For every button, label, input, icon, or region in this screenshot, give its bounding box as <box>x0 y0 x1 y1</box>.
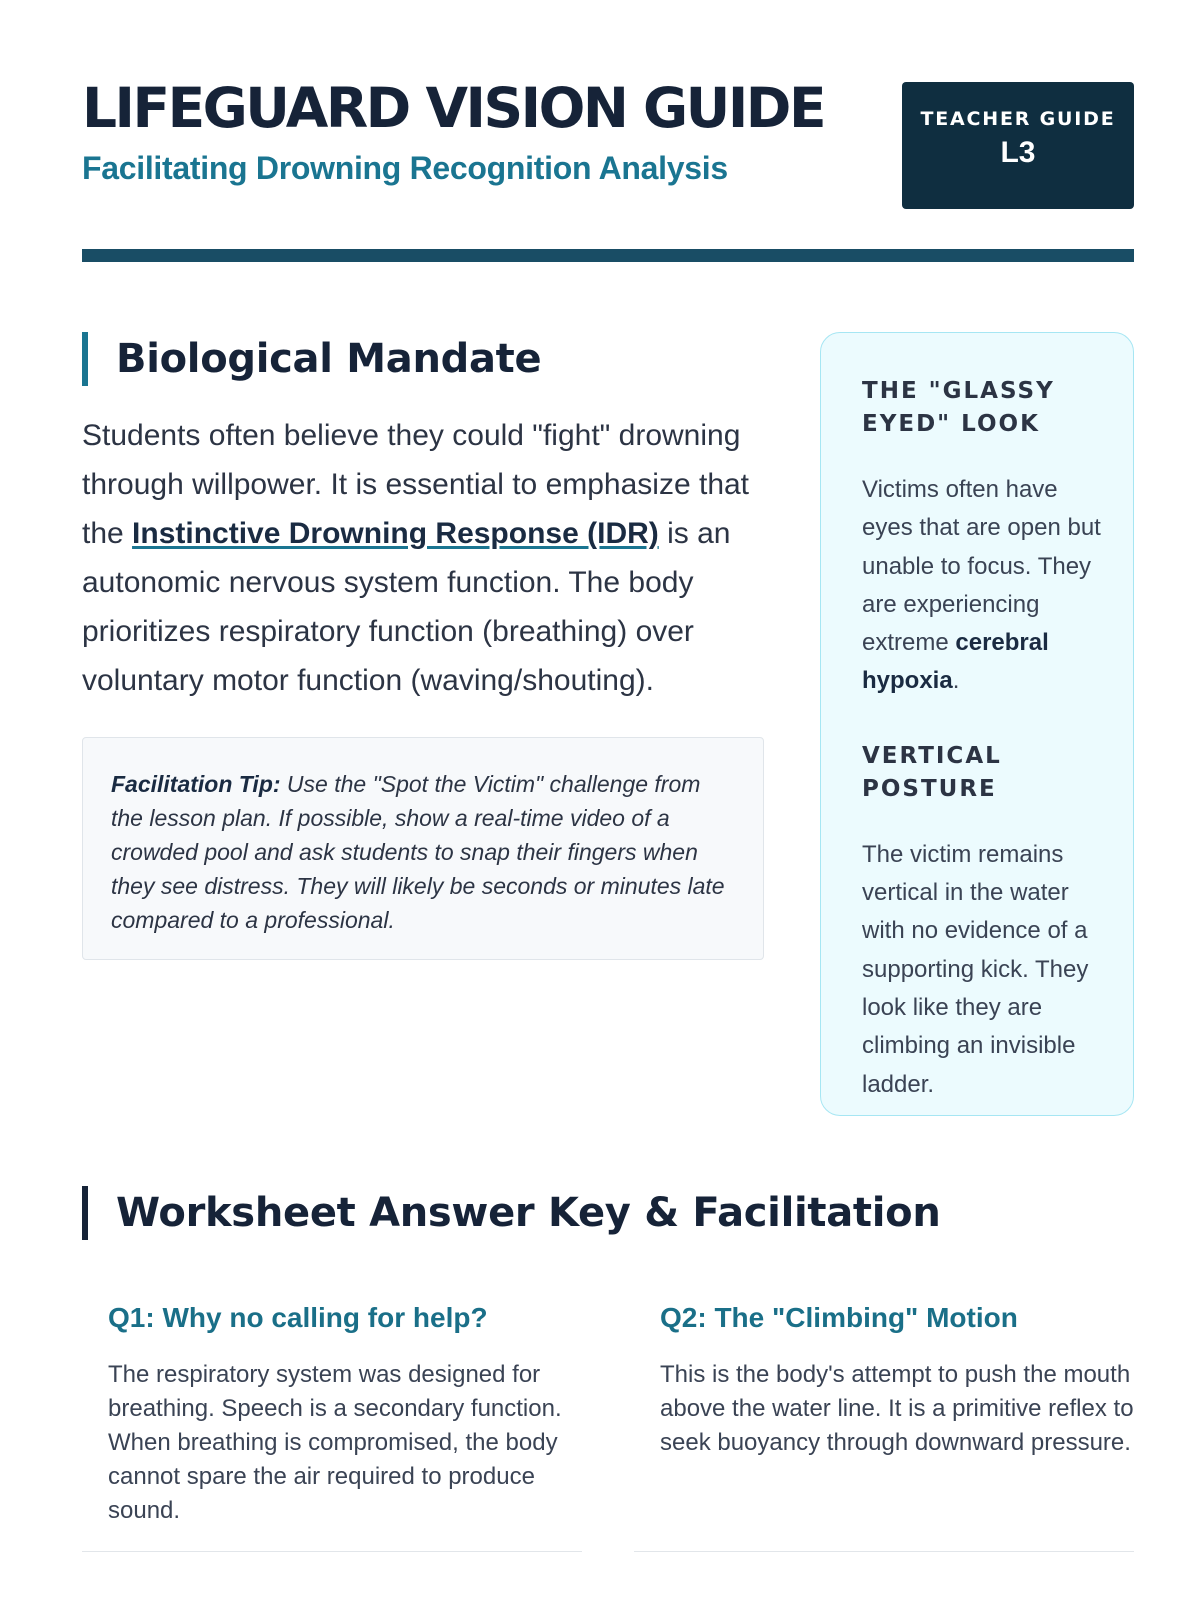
warning-signs-sidebar <box>820 332 1134 1116</box>
body-text-part: is an autonomic nervous system function. The body prioritizes respiratory function (breathing) over voluntary motor function (waving/shouting). <box>82 517 731 697</box>
facilitation-tip <box>82 737 764 960</box>
question-title: Q1: Why no calling for help? <box>108 1302 488 1333</box>
tip-text: Use the "Spot the Victim" challenge from the lesson plan. If possible, show a real-time video of a crowded pool and ask students to snap their fingers when they see distress. They will likely be seconds or minutes late compared to a professional. <box>111 771 725 933</box>
question-title: Q2: The "Climbing" Motion <box>660 1302 1018 1333</box>
cerebral-hypoxia-term: cerebral hypoxia <box>862 629 1049 695</box>
heading-accent-bar <box>82 1186 88 1240</box>
sidebar-text-part: Victims often have eyes that are open but unable to focus. They are experiencing extreme <box>862 476 1101 657</box>
sidebar-heading-glassy-eyed: THE "GLASSY EYED" LOOK <box>862 378 1055 437</box>
sidebar-text-vertical-posture: The victim remains vertical in the water with no evidence of a supporting kick. They look like they are climbing an invisible ladder. <box>862 840 1089 1098</box>
answer-card-q2 <box>660 1300 1134 1460</box>
sidebar-heading-vertical-posture: VERTICAL POSTURE <box>862 742 1002 802</box>
page <box>82 0 1134 1600</box>
sidebar-text-part: . <box>952 667 960 695</box>
page-subtitle: Facilitating Drowning Recognition Analysis <box>82 150 728 186</box>
card-divider <box>634 1551 1134 1552</box>
section-title: Biological Mandate <box>116 336 542 382</box>
body-text-part: Students often believe they could "fight" drowning through willpower. It is essential to emphasize that the <box>82 419 750 550</box>
tip-label: Facilitation Tip: <box>111 771 281 797</box>
page-title: LIFEGUARD VISION GUIDE <box>82 76 825 140</box>
answer-text: The respiratory system was designed for breathing. Speech is a secondary function. When breathing is compromised, the body cannot spare the air required to produce sound. <box>108 1361 562 1524</box>
badge-level: L3 <box>1000 136 1036 169</box>
header-divider <box>82 249 1134 262</box>
card-divider <box>82 1551 582 1552</box>
answer-text: This is the body's attempt to push the mouth above the water line. It is a primitive reflex to seek buoyancy through downward pressure. <box>660 1361 1134 1456</box>
heading-accent-bar <box>82 332 88 386</box>
section-title: Worksheet Answer Key & Facilitation <box>116 1190 941 1236</box>
sidebar-text-glassy-eyed <box>862 471 1111 701</box>
idr-term: Instinctive Drowning Response (IDR) <box>132 517 659 550</box>
teacher-guide-badge <box>902 82 1134 209</box>
answer-card-q1 <box>108 1300 608 1528</box>
biological-mandate-body <box>82 411 772 705</box>
badge-label: TEACHER GUIDE <box>920 108 1116 130</box>
